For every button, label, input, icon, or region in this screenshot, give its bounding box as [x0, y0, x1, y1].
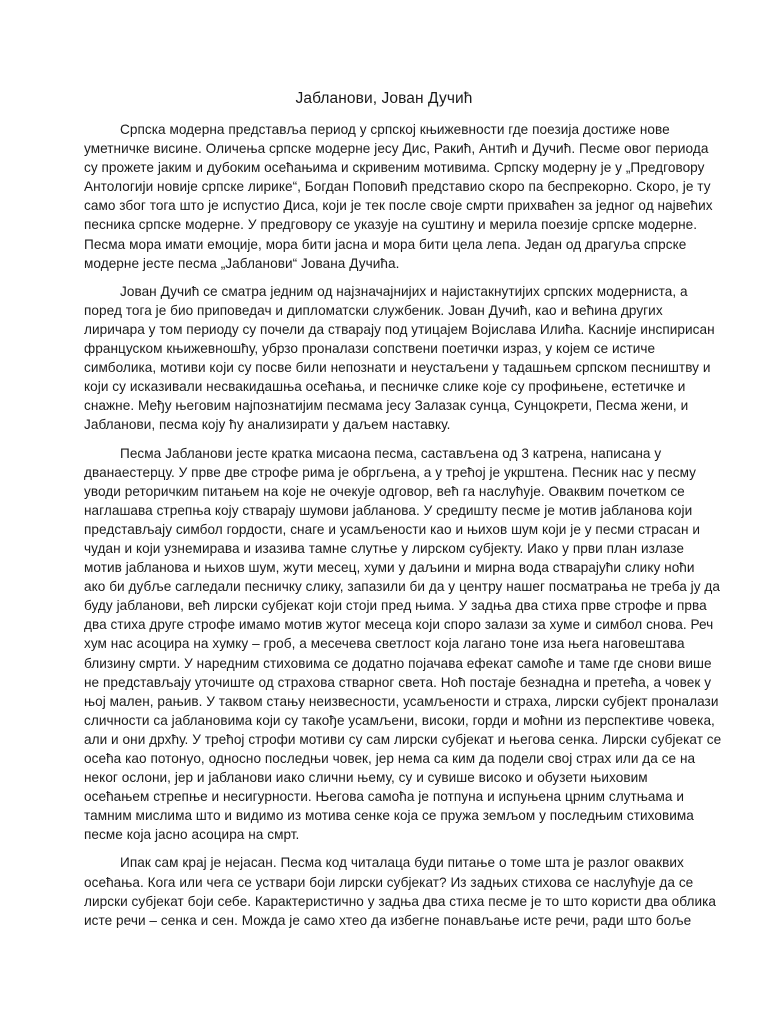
text-line: осећањем стрепње и несигурности. Његова самоћа је потпуна и испуњена црним слутњама и: [84, 789, 684, 805]
paragraph: [84, 444, 724, 845]
text-line: мотив јабланова и њихов шум, жути месец, хуми у даљини и мирна вода стварајући слику ноћи: [84, 560, 695, 576]
paragraph: [84, 282, 724, 435]
paragraph: [84, 853, 724, 929]
text-line: њој мален, рањив. У таквом стању неизвесности, усамљености и страха, лирски субјект проналази: [84, 693, 719, 709]
text-line: Јован Дучић се сматра једним од најзначајнијих и најистакнутијих српских модерниста, а: [120, 283, 688, 299]
text-line: уметничке висине. Оличења српске модерне јесу Дис, Ракић, Антић и Дучић. Песме овог периода: [84, 141, 709, 157]
document-title: Јабланови, Јован Дучић: [295, 90, 473, 107]
text-line: осећа као потонуo, односно последњи човек, јер нема са ким да подели свој страх или да се на: [84, 751, 696, 766]
text-line: хум нас асоцира на хумку – гроб, а месечева светлост која лагано тоне иза њега наговештава: [84, 636, 685, 652]
text-line: који су исказивали несвакидашња осећања, и песничке слике које су профињене, естетичке и: [84, 379, 686, 395]
text-line: симболика, мотиви који су посве били непознати и неустаљени у тадашњем српском песништву и: [84, 360, 711, 376]
text-line: поред тога је био приповедач и дипломатски службеник. Јован Дучић, као и већина других: [84, 302, 663, 318]
document-body: [84, 120, 724, 939]
text-line: лирски субјекат боји себе. Карактеристично у задња два стиха песме је то што користи два облика: [84, 893, 716, 909]
text-line: не представљају уточиште од страхова стварног света. Ноћ постаје безнадна и претећа, а човек у: [84, 674, 712, 690]
text-line: Антологији новије српске лирике“, Богдан Поповић представио скоро па беспрекорно. Скоро, је ту: [84, 179, 711, 195]
text-line: тамним мислима што и видимо из мотива сенке која се пружа земљом у последњим стиховима: [84, 808, 694, 824]
text-line: снажне. Међу његовим најпознатијим песмама јесу Залазак сунца, Сунцокрети, Песма жени, и: [84, 398, 689, 414]
text-line: само због тога што је испустио Диса, који је тек после своје смрти прихваћен за једног од највећих: [84, 198, 713, 214]
text-line: су прожете јаким и дубоким осећањима и скривеним мотивима. Српску модерну је у „Предговору: [84, 160, 705, 176]
text-line: Песма Јабланови јесте кратка мисаона песма, састављена од 3 катрена, написана у: [120, 445, 662, 461]
text-line: неког ослони, јер и јабланови иако слични њему, су и сувише високо и обузети њиховим: [84, 770, 648, 786]
text-line: француском књижевношћу, убрзо проналази сопствени поетички израз, у којем се истиче: [84, 341, 656, 357]
text-line: Српска модерна представља период у српској књижевности где поезија достиже нове: [120, 122, 670, 137]
text-line: лиричара у том периоду су почели да стварају под утицајем Војислава Илића. Касније инспирисан: [84, 321, 715, 337]
text-line: Песма мора имати емоције, мора бити јасна и мора бити цела лепа. Један од драгуља спрске: [84, 236, 687, 252]
text-line: исте речи – сенка и сен. Можда је само хтео да избегне понављање исте речи, ради што боље: [84, 912, 692, 928]
text-line: ако би дубље сагледали песничку слику, запазили би да у центру нашег посматрања не треба ју да: [84, 579, 721, 595]
text-line: песника српске модерне. У предговору се указује на суштину и мерила поезије српске модерне.: [84, 217, 698, 233]
text-line: близину смрти. У наредним стиховима се додатно појачава ефекат самоће и таме где снови више: [84, 655, 712, 671]
text-line: али и они дрхћу. У трећој строфи мотиви су сам лирски субјекат и његова сенка. Лирски субјекат се: [84, 731, 722, 747]
text-line: два стиха друге строфе имамо мотив жутог месеца који споро залази за хуме и симбол снова. Реч: [84, 617, 714, 633]
text-line: представљају симбол гордости, снаге и усамљености као и њихов шум који је у песми страсан и: [84, 521, 700, 537]
text-line: модерне јесте песма „Јабланови“ Јована Дучића.: [84, 255, 400, 271]
text-line: дванаестерцу. У прве две строфе рима је обргљена, а у трећој је укрштена. Песник нас у песму: [84, 464, 697, 480]
text-line: буду јабланови, већ лирски субјекат који стоји пред њима. У задња два стиха прве строфе и прва: [84, 598, 707, 614]
text-line: сличности са јаблановима који су такође усамљени, високи, горди и моћни из перспективе човека,: [84, 712, 715, 728]
text-line: осећања. Кога или чега се уствари боји лирски субјекат? Из задњих стихова се наслућује да се: [84, 874, 694, 890]
text-line: Јабланови, песма коју ћу анализирати у даљем наставку.: [84, 417, 451, 433]
paragraph: [84, 120, 724, 273]
text-line: Ипак сам крај је нејасан. Песма код читалаца буди питање о томе шта је разлог оваквих: [120, 855, 684, 871]
text-line: песме која јасно асоцира на смрт.: [84, 827, 300, 843]
text-line: наглашава стрепња коју стварају шумови јаблaнова. У средишту песме је мотив јабланова који: [84, 502, 693, 518]
text-line: чудан и који узнемирава и изазива тамне слутње у лирском субјекту. Иако у први план излазе: [84, 540, 684, 556]
text-line: уводи реторичким питањем на које не очекује одговор, већ га наслућује. Оваквим почетком се: [84, 483, 685, 499]
